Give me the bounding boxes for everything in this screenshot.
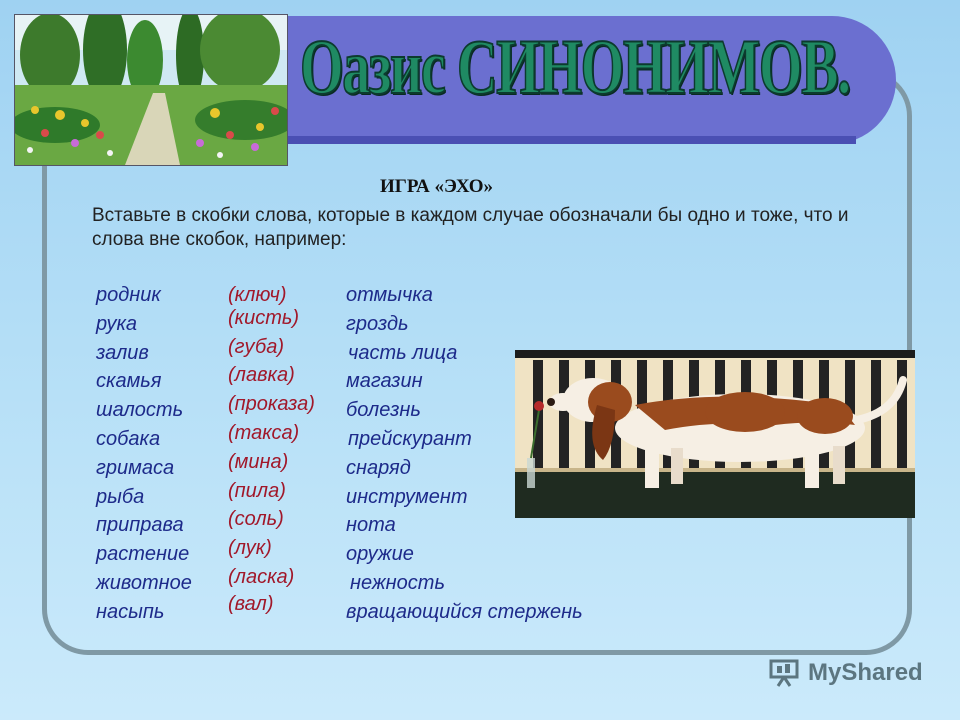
garden-photo: [14, 14, 288, 166]
word-middle: (проказа): [228, 393, 315, 416]
presentation-icon: [768, 658, 802, 688]
word-middle: (ласка): [228, 566, 295, 588]
word-left: залив: [96, 341, 149, 364]
word-middle: (вал): [228, 592, 274, 615]
game-title: ИГРА «ЭХО»: [380, 176, 493, 197]
word-left: приправа: [96, 514, 184, 537]
word-right: вращающийся стержень: [346, 600, 583, 623]
word-left: насыпь: [96, 600, 165, 623]
word-middle: (лавка): [228, 364, 295, 387]
word-right: оружие: [346, 543, 414, 566]
word-right: нота: [346, 514, 396, 537]
word-right: инструмент: [346, 485, 468, 508]
word-left: скамья: [96, 370, 162, 393]
word-right: нежность: [350, 572, 445, 594]
word-left: шалость: [96, 399, 184, 422]
word-left: гримаса: [96, 456, 175, 479]
basset-hound-illustration: [515, 350, 915, 518]
word-right: магазин: [346, 370, 423, 393]
word-left: рука: [96, 312, 138, 335]
word-right: отмычка: [346, 284, 433, 306]
word-right: гроздь: [346, 312, 409, 335]
word-left: собака: [96, 428, 161, 450]
instruction-text: Вставьте в скобки слова, которые в каждом случае обозначали бы одно и тоже, что и слова вне скобок, например:: [92, 205, 849, 250]
word-right: болезнь: [346, 399, 421, 422]
word-right: прейскурант: [348, 428, 472, 450]
word-middle: (пила): [228, 479, 286, 502]
word-middle: (губа): [228, 335, 284, 358]
myshared-logo: [768, 658, 923, 688]
word-right: часть лица: [348, 341, 458, 364]
word-left: родник: [96, 284, 161, 306]
word-middle: (ключ): [228, 284, 287, 306]
word-middle: (кисть): [228, 306, 300, 329]
word-left: растение: [96, 543, 190, 566]
word-middle: (такса): [228, 422, 300, 444]
word-middle: (лук): [228, 537, 272, 560]
slide-title: Оазис СИНОНИМОВ.: [300, 23, 850, 110]
word-left: животное: [96, 572, 192, 594]
word-middle: (соль): [228, 508, 284, 531]
word-middle: (мина): [228, 450, 289, 473]
word-right: снаряд: [346, 456, 411, 479]
watermark-text: MyShared: [808, 659, 923, 686]
word-left: рыба: [96, 485, 145, 508]
